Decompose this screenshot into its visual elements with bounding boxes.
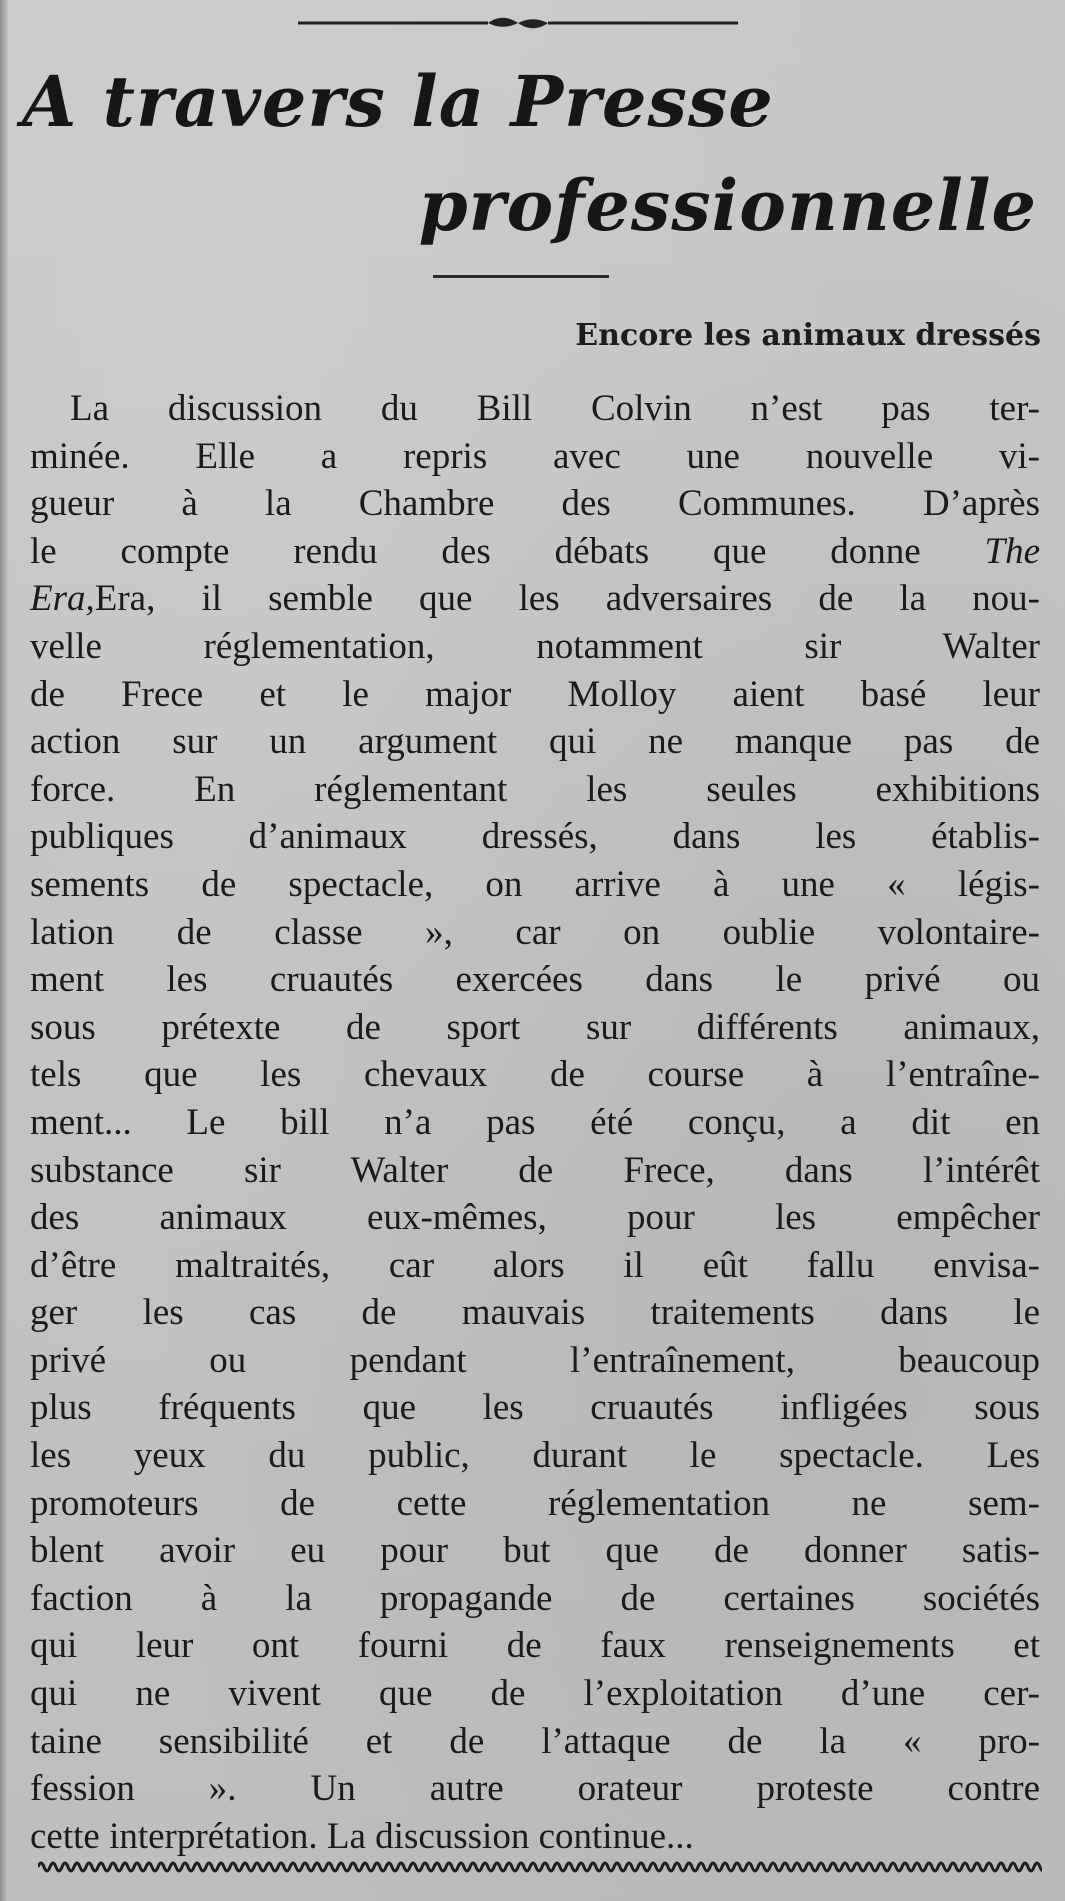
body-line: de Frece et le major Molloy aient basé leur	[30, 673, 1040, 715]
body-line: substance sir Walter de Frece, dans l’intérêt	[30, 1149, 1040, 1191]
body-line: minée. Elle a repris avec une nouvelle vi-	[30, 435, 1040, 477]
body-line: velle réglementation, notamment sir Walter	[30, 625, 1040, 667]
top-ornament-rule	[298, 14, 738, 32]
body-line: promoteurs de cette réglementation ne sem-	[30, 1482, 1040, 1524]
body-line-text: Era, il semble que les adversaires de la nou-	[94, 578, 1040, 620]
headline-rule	[433, 275, 609, 278]
body-line: ment les cruautés exercées dans le privé ou	[30, 959, 1040, 1001]
body-line: faction à la propagande de certaines sociétés	[30, 1577, 1040, 1619]
body-line: des animaux eux-mêmes, pour les empêcher	[30, 1197, 1040, 1239]
body-line: taine sensibilité et de l’attaque de la « pro-	[30, 1720, 1040, 1762]
publication-name-era: Era,	[30, 578, 95, 620]
body-line	[30, 575, 1040, 623]
headline-line-2: professionnelle	[418, 164, 1037, 247]
body-line: d’être maltraités, car alors il eût fallu envisa-	[30, 1244, 1040, 1286]
page-edge-shadow	[0, 0, 8, 1901]
body-line	[30, 528, 1040, 576]
body-line: qui leur ont fourni de faux renseignements et	[30, 1625, 1040, 1667]
body-line: tels que les chevaux de course à l’entraîne-	[30, 1054, 1040, 1096]
headline-line-1: A travers la Presse	[22, 60, 774, 143]
article-subtitle: Encore les animaux dressés	[575, 318, 1041, 353]
body-line: cette interprétation. La discussion continue...	[30, 1815, 694, 1857]
body-line: qui ne vivent que de l’exploitation d’une cer-	[30, 1673, 1040, 1715]
body-line: blent avoir eu pour but que de donner satis-	[30, 1530, 1040, 1572]
body-line: publiques d’animaux dressés, dans les établis-	[30, 816, 1040, 858]
body-line: privé ou pendant l’entraînement, beaucoup	[30, 1339, 1040, 1381]
body-line: sous prétexte de sport sur différents animaux,	[30, 1006, 1040, 1048]
body-line: force. En réglementant les seules exhibitions	[30, 768, 1040, 810]
body-line: ment... Le bill n’a pas été conçu, a dit en	[30, 1101, 1040, 1143]
body-line: plus fréquents que les cruautés infligées sous	[30, 1387, 1040, 1429]
body-line: sements de spectacle, on arrive à une « légis-	[30, 863, 1040, 905]
article-body	[30, 385, 1040, 1860]
body-line: fession ». Un autre orateur proteste contre	[30, 1768, 1040, 1810]
body-line: action sur un argument qui ne manque pas de	[30, 721, 1040, 763]
publication-name-the: The	[984, 530, 1040, 572]
bottom-wavy-rule	[38, 1856, 1042, 1878]
body-line-text: le compte rendu des débats que donne	[30, 530, 985, 572]
body-line: La discussion du Bill Colvin n’est pas ter-	[70, 388, 1040, 429]
body-line: ger les cas de mauvais traitements dans le	[30, 1292, 1040, 1334]
body-line: les yeux du public, durant le spectacle. Les	[30, 1435, 1040, 1477]
body-line: gueur à la Chambre des Communes. D’après	[30, 483, 1040, 525]
body-line: lation de classe », car on oublie volontaire-	[30, 911, 1040, 953]
